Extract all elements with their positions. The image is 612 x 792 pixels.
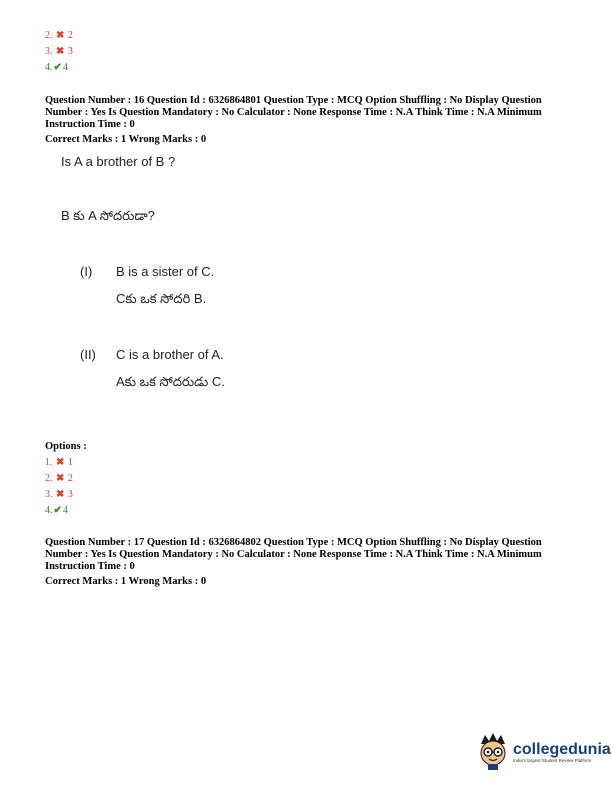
statement-1-en: B is a sister of C. [116,264,215,279]
question-17-meta [45,537,570,588]
option-row [45,489,73,501]
cross-icon: ✖ [56,489,65,500]
option-value: 1 [67,457,73,468]
cross-icon: ✖ [56,30,65,41]
meta-line: Number : Yes Is Question Mandatory : No Calculator : None Response Time : N.A Think Time : N.A Minimum [45,107,542,118]
option-row [45,30,73,42]
marks-line: Correct Marks : 1 Wrong Marks : 0 [45,576,207,587]
statement-1-label: (I) [80,264,93,279]
statement-2-en: C is a brother of A. [116,347,224,362]
cross-icon: ✖ [56,473,65,484]
options-heading: Options : [45,441,87,452]
meta-line: Number : Yes Is Question Mandatory : No Calculator : None Response Time : N.A Think Time : N.A Minimum [45,549,542,560]
brand-name: collegedunia [513,740,611,758]
statement-1-te: Cకు ఒక సోదరి B. [116,291,207,306]
option-row [45,62,73,74]
option-number: 2. [45,30,53,41]
option-number: 4. [45,505,53,516]
meta-line: Instruction Time : 0 [45,561,135,572]
option-number: 1. [45,457,53,468]
check-icon: ✔ [53,505,62,516]
option-number: 3. [45,46,53,57]
statement-2-te: Aకు ఒక సోదరుడు C. [116,374,225,389]
option-row [45,473,73,485]
options-list [45,457,73,517]
mascot-icon [476,732,510,772]
top-options [45,30,73,74]
brand-tagline: India's largest Student Review Platform [513,757,592,763]
option-number: 4. [45,62,53,73]
logo-text [513,741,611,764]
option-value: 4 [62,505,68,516]
cross-icon: ✖ [56,457,65,468]
cross-icon: ✖ [56,46,65,57]
statement-2-label: (II) [80,347,96,362]
question-text-en: Is A a brother of B ? [61,154,176,169]
option-value: 4 [62,62,68,73]
option-value: 3 [67,46,73,57]
option-number: 2. [45,473,53,484]
marks-line: Correct Marks : 1 Wrong Marks : 0 [45,134,207,145]
option-value: 2 [67,30,73,41]
option-row [45,505,73,517]
option-number: 3. [45,489,53,500]
option-value: 3 [67,489,73,500]
option-row [45,457,73,469]
check-icon: ✔ [53,62,62,73]
collegedunia-logo [476,732,611,772]
meta-line: Question Number : 16 Question Id : 6326864801 Question Type : MCQ Option Shuffling : No Display Question [45,95,542,106]
question-16-meta [45,95,570,146]
question-text-te: B కు A సోదరుడా? [61,208,155,223]
meta-line: Instruction Time : 0 [45,119,135,130]
option-row [45,46,73,58]
option-value: 2 [67,473,73,484]
meta-line: Question Number : 17 Question Id : 6326864802 Question Type : MCQ Option Shuffling : No Display Question [45,537,542,548]
